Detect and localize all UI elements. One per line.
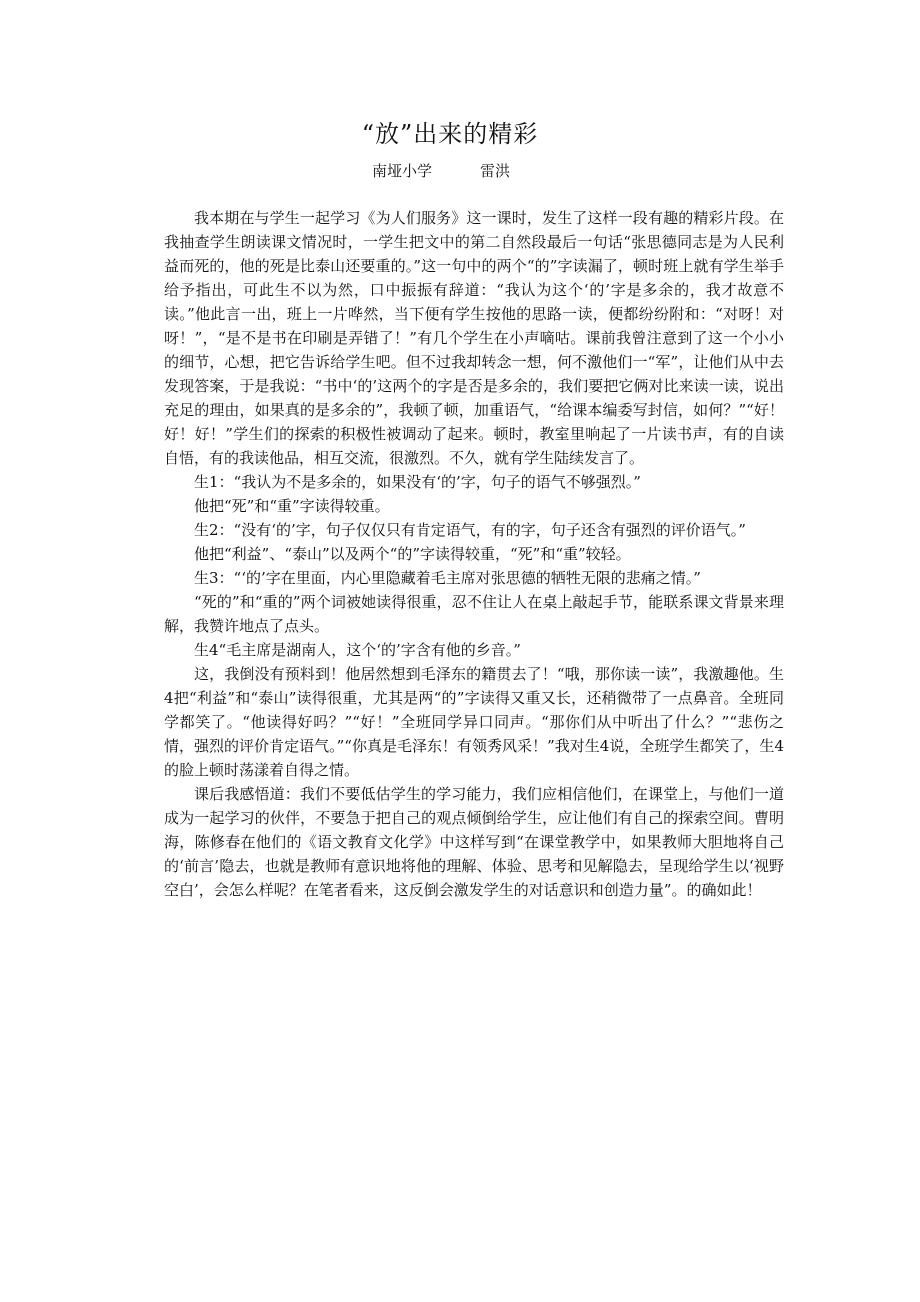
paragraph: 生3：“‘的’字在里面，内心里隐藏着毛主席对张思德的牺牲无限的悲痛之情。”	[194, 569, 701, 587]
paragraph: 课后我感悟道：我们不要低估学生的学习能力，我们应相信他们，在课堂上，与他们一道成为一起学习的伙伴，不要急于把自己的观点倾倒给学生，应让他们有自己的探索空间。曹明海，陈修春在他们的《语文教育文化学》中这样写到“在课堂教学中，如果教师大胆地将自己的‘前言’隐去，也就是教师有意识地将他的理解、体验、思考和见解隐去，呈现给学生以‘视野空白’，会怎么样呢？在笔者看来，这反倒会激发学生的对话意识和创造力量”。的确如此！	[164, 785, 784, 899]
author-name: 雷洪	[480, 162, 511, 180]
paragraph: 生4“毛主席是湖南人，这个‘的’字含有他的乡音。”	[194, 641, 521, 659]
paragraph: 我本期在与学生一起学习《为人们服务》这一课时，发生了这样一段有趣的精彩片段。在我抽查学生朗读课文情况时，一学生把文中的第二自然段最后一句话“张思德同志是为人民利益而死的，他的死是比泰山还要重的。”这一句中的两个“的”字读漏了，顿时班上就有学生举手给予指出，可此生不以为然，口中振振有辞道：“我认为这个‘的’字是多余的，我才故意不读。”他此言一出，班上一片哗然，当下便有学生按他的思路一读，便都纷纷附和：“对呀！对呀！”，“是不是书在印刷是弄错了！”有几个学生在小声嘀咕。课前我曾注意到了这一个小小的细节，心想，把它告诉给学生吧。但不过我却转念一想，何不激他们一“军”，让他们从中去发现答案，于是我说：“书中‘的’这两个的字是否是多余的，我们要把它俩对比来读一读，说出充足的理由，如果真的是多余的”，我顿了顿，加重语气，“给课本编委写封信，如何？”“好！好！好！”学生们的探索的积极性被调动了起来。顿时，教室里响起了一片读书声，有的自读自悟，有的我读他品，相互交流，很激烈。不久，就有学生陆续发言了。	[164, 209, 784, 467]
paragraph: 生2：“没有‘的’字，句子仅仅只有肯定语气，有的字，句子还含有强烈的评价语气。”	[194, 521, 746, 539]
paragraph: 他把“利益”、“泰山”以及两个“的”字读得较重，“死”和“重”较轻。	[194, 545, 631, 563]
school-name: 南垭小学	[372, 162, 433, 180]
paragraph: “死的”和“重的”两个词被她读得很重，忍不住让人在桌上敲起手节，能联系课文背景来理解，我赞许地点了点头。	[164, 593, 784, 635]
paragraph: 这，我倒没有预料到！他居然想到毛泽东的籍贯去了！“哦，那你读一读”，我激趣他。生4把“利益”和“泰山”读得很重，尤其是两“的”字读得又重又长，还稍微带了一点鼻音。全班同学都笑了。“他读得好吗？”“好！”全班同学异口同声。“那你们从中听出了什么？”“悲伤之情，强烈的评价肯定语气。”“你真是毛泽东！有领秀风采！”我对生4说，全班学生都笑了，生4的脸上顿时荡漾着自得之情。	[164, 665, 784, 779]
article-body	[164, 206, 784, 902]
document-title: “放”出来的精彩	[361, 120, 539, 148]
paragraph: 生1：“我认为不是多余的，如果没有‘的’字，句子的语气不够强烈。”	[194, 473, 641, 491]
paragraph: 他把“死”和“重”字读得较重。	[194, 497, 390, 515]
byline	[372, 160, 510, 182]
